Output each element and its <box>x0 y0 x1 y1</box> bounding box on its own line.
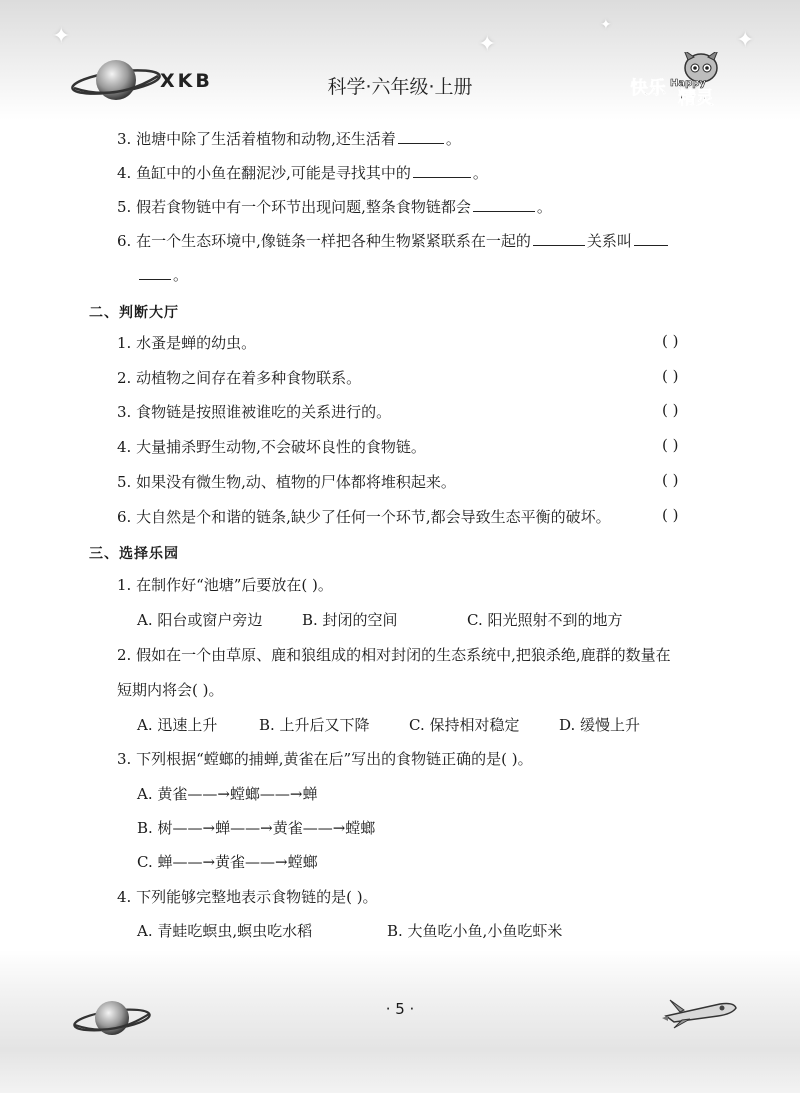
star-icon: ✦ <box>600 17 612 33</box>
choice-option[interactable]: B. 上升后又下降 <box>259 716 370 734</box>
happy-elf-mascot-logo <box>626 52 736 112</box>
choice-question-stem: 2. 假如在一个由草原、鹿和狼组成的相对封闭的生态系统中,把狼杀绝,鹿群的数量在 <box>117 646 671 664</box>
section-title-choice: 三、选择乐园 <box>89 546 179 562</box>
answer-parentheses[interactable]: ( ) <box>662 367 679 385</box>
choice-option[interactable]: A. 青蛙吃螟虫,螟虫吃水稻 <box>137 922 313 940</box>
choice-options <box>137 609 800 630</box>
choice-option[interactable]: A. 黄雀——→螳螂——→蝉 <box>137 785 318 803</box>
choice-question-stem: 4. 下列能够完整地表示食物链的是( )。 <box>117 888 378 906</box>
choice-option[interactable]: C. 保持相对稳定 <box>409 716 520 734</box>
choice-options <box>137 920 800 941</box>
fill-blank-question: 6. 在一个生态环境中,像链条一样把各种生物紧紧联系在一起的 关系叫 <box>117 230 800 251</box>
svg-text:精灵: 精灵 <box>678 88 714 109</box>
answer-parentheses[interactable]: ( ) <box>662 471 679 489</box>
answer-blank[interactable] <box>413 163 471 178</box>
fill-blank-question: 4. 鱼缸中的小鱼在翻泥沙,可能是寻找其中的 。 <box>117 164 488 182</box>
space-shuttle-icon <box>660 990 740 1030</box>
choice-options <box>137 714 800 735</box>
judgement-item: 3. 食物链是按照谁被谁吃的关系进行的。 <box>117 403 392 421</box>
section-title-judgement: 二、判断大厅 <box>89 305 179 321</box>
page-number: · 5 · <box>385 1000 415 1018</box>
svg-text:快乐: 快乐 <box>630 78 666 99</box>
svg-text:Happy: Happy <box>670 78 706 89</box>
choice-option[interactable]: D. 缓慢上升 <box>559 716 641 734</box>
star-icon: ✦ <box>736 28 755 53</box>
fill-blank-continuation: 。 <box>137 264 800 285</box>
judgement-item: 4. 大量捕杀野生动物,不会破坏良性的食物链。 <box>117 438 426 456</box>
answer-blank[interactable] <box>398 129 444 144</box>
choice-option[interactable]: B. 树——→蝉——→黄雀——→螳螂 <box>137 819 376 837</box>
judgement-item: 2. 动植物之间存在着多种食物联系。 <box>117 369 362 387</box>
answer-parentheses[interactable]: ( ) <box>662 506 679 524</box>
answer-blank[interactable] <box>139 265 171 280</box>
judgement-item: 1. 水蚤是蝉的幼虫。 <box>117 334 257 352</box>
choice-question-stem: 1. 在制作好“池塘”后要放在( )。 <box>117 576 333 594</box>
choice-option[interactable]: A. 阳台或窗户旁边 <box>137 611 263 629</box>
choice-option[interactable]: C. 阳光照射不到的地方 <box>467 611 623 629</box>
choice-option[interactable]: B. 大鱼吃小鱼,小鱼吃虾米 <box>387 922 563 940</box>
answer-parentheses[interactable]: ( ) <box>662 332 679 350</box>
fill-blank-question: 5. 假若食物链中有一个环节出现问题,整条食物链都会 。 <box>117 198 552 216</box>
answer-parentheses[interactable]: ( ) <box>662 436 679 454</box>
star-icon: ✦ <box>52 24 71 49</box>
judgement-item: 6. 大自然是个和谐的链条,缺少了任何一个环节,都会导致生态平衡的破坏。 <box>117 508 611 526</box>
answer-parentheses[interactable]: ( ) <box>662 401 679 419</box>
choice-question-stem: 短期内将会( )。 <box>117 681 224 699</box>
answer-blank[interactable] <box>473 197 535 212</box>
star-icon: ✦ <box>478 32 497 57</box>
choice-option[interactable]: B. 封闭的空间 <box>302 611 398 629</box>
choice-question-stem: 3. 下列根据“螳螂的捕蝉,黄雀在后”写出的食物链正确的是( )。 <box>117 750 533 768</box>
brand-logo: XKB <box>160 70 213 92</box>
answer-blank[interactable] <box>634 231 668 246</box>
book-title: 科学·六年级·上册 <box>327 76 473 98</box>
choice-option[interactable]: C. 蝉——→黄雀——→螳螂 <box>137 853 318 871</box>
judgement-item: 5. 如果没有微生物,动、植物的尸体都将堆积起来。 <box>117 473 456 491</box>
fill-blank-question: 3. 池塘中除了生活着植物和动物,还生活着 。 <box>117 130 461 148</box>
choice-option[interactable]: A. 迅速上升 <box>137 716 218 734</box>
answer-blank[interactable] <box>533 231 585 246</box>
